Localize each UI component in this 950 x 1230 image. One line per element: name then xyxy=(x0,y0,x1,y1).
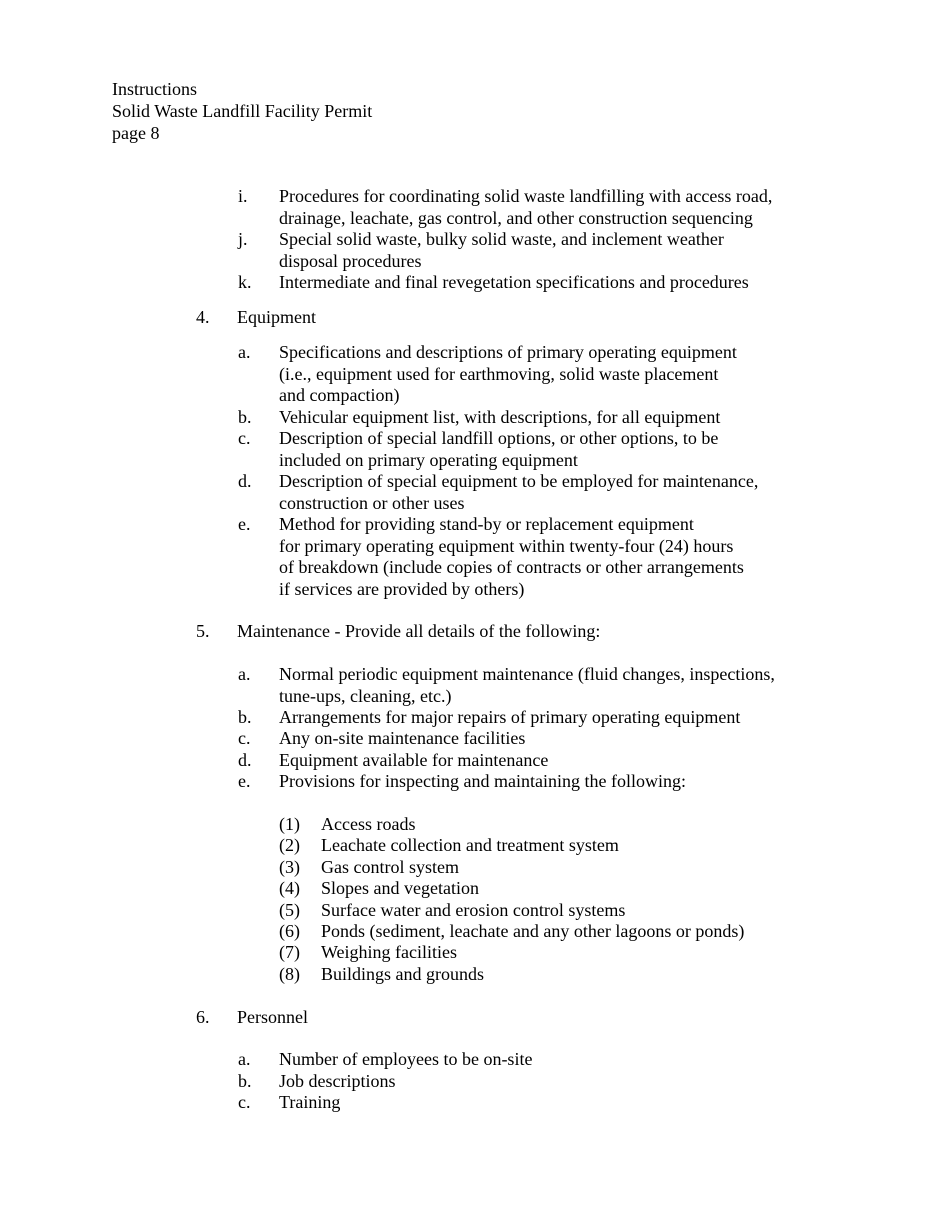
section-title xyxy=(237,1007,308,1029)
section-title xyxy=(237,307,316,329)
item-line: Description of special landfill options, or other options, to be xyxy=(279,428,719,448)
item-label: b. xyxy=(238,707,252,727)
item-label: k. xyxy=(238,272,252,292)
item-text xyxy=(321,857,459,879)
item-text xyxy=(279,342,737,407)
item-line: Training xyxy=(279,1092,341,1112)
item-label: (8) xyxy=(279,964,300,984)
section-title xyxy=(237,621,600,643)
item-line: Any on-site maintenance facilities xyxy=(279,728,526,748)
item-text xyxy=(279,750,548,772)
item-text xyxy=(321,942,457,964)
item-line: Vehicular equipment list, with descriptions, for all equipment xyxy=(279,407,721,427)
item-label: a. xyxy=(238,342,251,362)
page-header xyxy=(112,78,372,144)
item-line: Ponds (sediment, leachate and any other lagoons or ponds) xyxy=(321,921,745,941)
item-label: c. xyxy=(238,1092,251,1112)
item-label: d. xyxy=(238,750,252,770)
item-label: a. xyxy=(238,664,251,684)
header-title: Instructions xyxy=(112,79,197,99)
item-label: (6) xyxy=(279,921,300,941)
item-line: Personnel xyxy=(237,1007,308,1027)
item-line: for primary operating equipment within twenty-four (24) hours xyxy=(279,535,734,556)
item-text xyxy=(321,900,625,922)
item-line: Job descriptions xyxy=(279,1071,396,1091)
item-line: disposal procedures xyxy=(279,250,422,271)
item-line: Normal periodic equipment maintenance (fluid changes, inspections, xyxy=(279,664,775,684)
header-page-number: page 8 xyxy=(112,123,160,143)
section-number: 5. xyxy=(196,621,210,641)
item-line: Method for providing stand-by or replacement equipment xyxy=(279,514,694,534)
item-text xyxy=(321,921,744,943)
item-line: Procedures for coordinating solid waste landfilling with access road, xyxy=(279,186,773,206)
item-label: (3) xyxy=(279,857,300,877)
item-line: Leachate collection and treatment system xyxy=(321,835,619,855)
item-text xyxy=(279,407,720,429)
item-label: c. xyxy=(238,428,251,448)
item-text xyxy=(279,272,749,294)
item-line: Intermediate and final revegetation specifications and procedures xyxy=(279,272,749,292)
item-line: included on primary operating equipment xyxy=(279,449,578,470)
item-line: Gas control system xyxy=(321,857,459,877)
item-text xyxy=(279,664,775,707)
section-number: 6. xyxy=(196,1007,210,1027)
item-line: Access roads xyxy=(321,814,416,834)
item-text xyxy=(279,229,724,272)
item-label: (4) xyxy=(279,878,300,898)
item-text xyxy=(279,186,772,229)
item-line: Buildings and grounds xyxy=(321,964,485,984)
item-label: c. xyxy=(238,728,251,748)
item-line: Provisions for inspecting and maintaining the following: xyxy=(279,771,686,791)
item-text xyxy=(279,771,686,793)
item-line: drainage, leachate, gas control, and other construction sequencing xyxy=(279,207,753,228)
item-label: (1) xyxy=(279,814,300,834)
item-text xyxy=(321,814,415,836)
item-line: Special solid waste, bulky solid waste, and inclement weather xyxy=(279,229,724,249)
item-label: d. xyxy=(238,471,252,491)
item-text xyxy=(279,728,525,750)
item-label: (2) xyxy=(279,835,300,855)
item-text xyxy=(279,1092,340,1114)
item-line: and compaction) xyxy=(279,385,400,405)
item-text xyxy=(279,707,740,729)
item-line: Equipment xyxy=(237,307,316,327)
item-line: (i.e., equipment used for earthmoving, solid waste placement xyxy=(279,363,719,384)
item-text xyxy=(279,1071,396,1093)
item-line: Number of employees to be on-site xyxy=(279,1049,533,1069)
item-line: Arrangements for major repairs of primary operating equipment xyxy=(279,707,741,727)
item-line: Equipment available for maintenance xyxy=(279,750,549,770)
item-text xyxy=(321,964,484,986)
item-text xyxy=(279,428,718,471)
item-label: b. xyxy=(238,1071,252,1091)
item-label: e. xyxy=(238,771,251,791)
item-line: Description of special equipment to be employed for maintenance, xyxy=(279,471,759,491)
item-text xyxy=(279,471,758,514)
item-text xyxy=(279,1049,532,1071)
item-text xyxy=(321,878,479,900)
item-line: of breakdown (include copies of contracts or other arrangements xyxy=(279,557,744,577)
item-line: Specifications and descriptions of primary operating equipment xyxy=(279,342,737,362)
item-label: (5) xyxy=(279,900,300,920)
item-text xyxy=(321,835,619,857)
item-line: Maintenance - Provide all details of the following: xyxy=(237,621,601,641)
header-subtitle: Solid Waste Landfill Facility Permit xyxy=(112,101,373,121)
item-label: (7) xyxy=(279,942,300,962)
item-line: construction or other uses xyxy=(279,492,465,513)
item-line: Slopes and vegetation xyxy=(321,878,479,898)
item-label: b. xyxy=(238,407,252,427)
section-number: 4. xyxy=(196,307,210,327)
item-label: j. xyxy=(238,229,248,249)
item-label: a. xyxy=(238,1049,251,1069)
item-line: Weighing facilities xyxy=(321,942,458,962)
item-line: if services are provided by others) xyxy=(279,578,525,599)
item-line: Surface water and erosion control systems xyxy=(321,900,626,920)
item-text xyxy=(279,514,744,600)
item-line: tune-ups, cleaning, etc.) xyxy=(279,685,452,706)
item-label: i. xyxy=(238,186,248,206)
item-label: e. xyxy=(238,514,251,534)
